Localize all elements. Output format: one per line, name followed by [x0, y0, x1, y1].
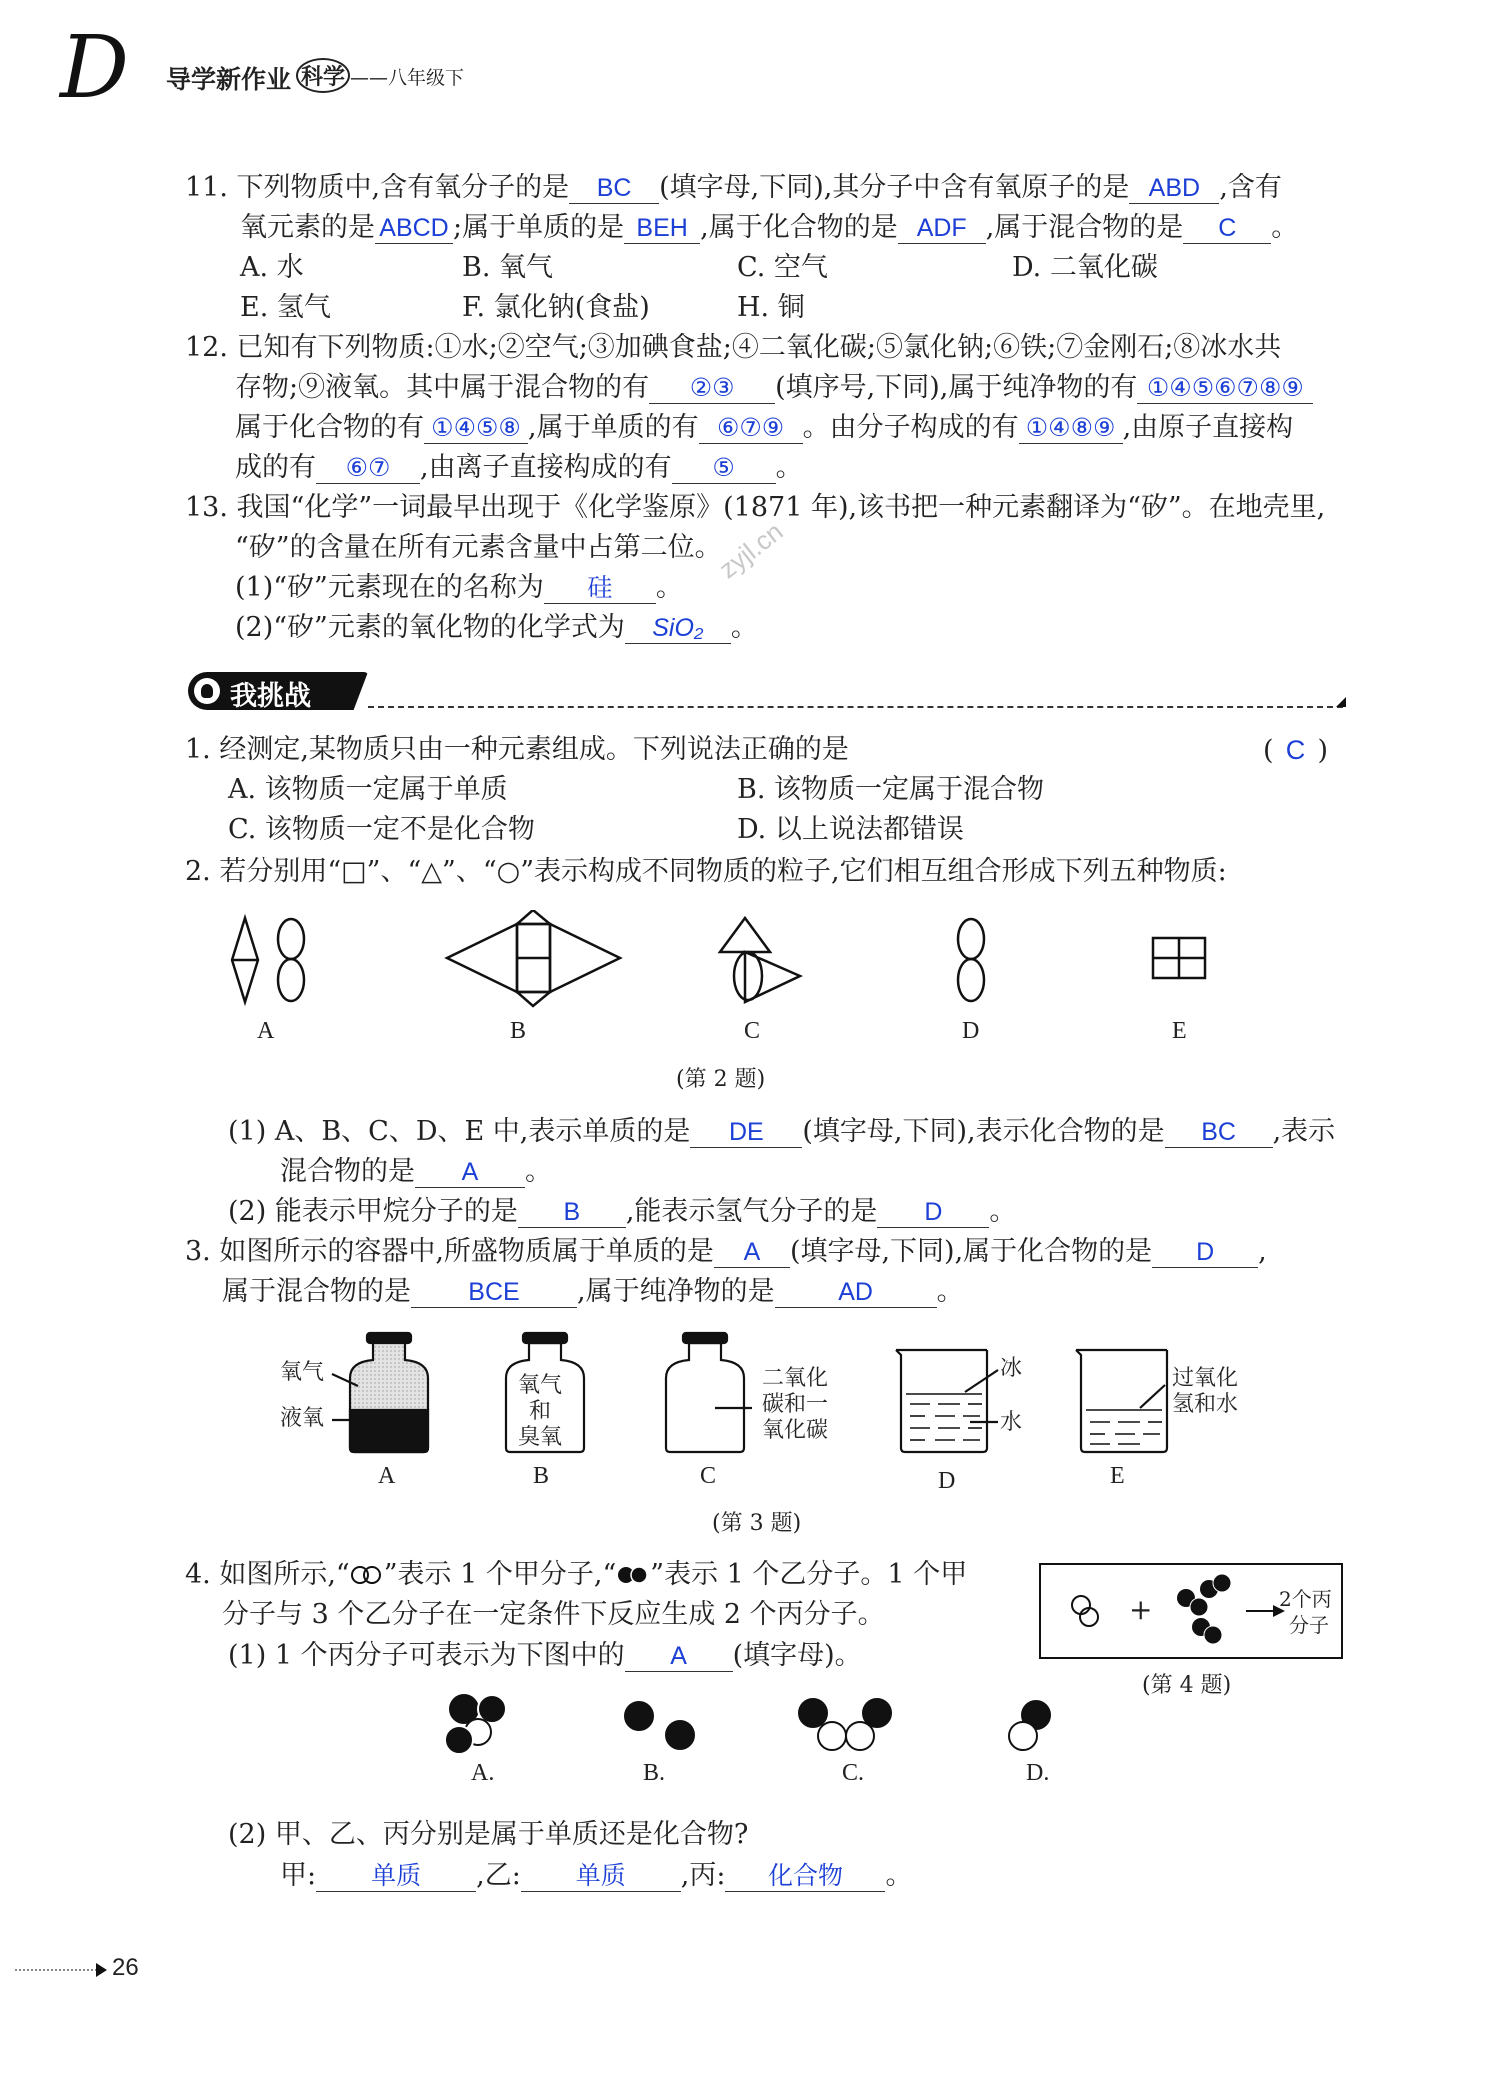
c3-e-text-1: 过氧化	[1172, 1366, 1239, 1391]
c2-part2: (2) 能表示甲烷分子的是 B ,能表示氢气分子的是 D 。	[228, 1196, 1017, 1227]
c4-label-b: B.	[643, 1760, 666, 1786]
c1-option-c: C. 该物质一定不是化合物	[228, 814, 535, 845]
c4-answer-yi: 单质	[521, 1861, 681, 1892]
grade-label: ——八年级下	[350, 67, 465, 89]
logo-letter: D	[60, 18, 129, 118]
c2-label-b: B	[510, 1018, 527, 1044]
q11-option-b: B. 氧气	[462, 252, 554, 283]
c2-a-circle-top	[278, 919, 304, 959]
book-title: 导学新作业	[166, 65, 292, 94]
c1-stem: 1. 经测定,某物质只由一种元素组成。下列说法正确的是	[185, 734, 849, 765]
c3-label-e: E	[1110, 1463, 1125, 1489]
c1-option-d: D. 以上说法都错误	[737, 814, 964, 845]
q12-line2: 存物;⑨液氧。其中属于混合物的有 ②③ (填序号,下同),属于纯净物的有 ①④⑤⑥⑦⑧⑨	[235, 368, 1313, 408]
c3-answer-2: D	[1152, 1237, 1258, 1268]
c2-answer-3: A	[415, 1157, 525, 1188]
section-header	[188, 672, 1348, 712]
q11-answer-1: BC	[569, 173, 659, 204]
q12-line1: 12. 已知有下列物质:①水;②空气;③加碘食盐;④二氧化碳;⑤氯化钠;⑥铁;⑦金刚石;⑧冰水共	[185, 332, 1282, 363]
c3-b-text-3: 臭氧	[518, 1425, 563, 1450]
header	[60, 18, 560, 118]
c2-part1-line2: 混合物的是 A 。	[280, 1156, 552, 1187]
c2-label-d: D	[962, 1018, 980, 1044]
q12-answer-4: ⑥⑦⑨	[699, 413, 803, 444]
c2-answer-4: B	[518, 1197, 626, 1228]
c4-part2: (2) 甲、乙、丙分别是属于单质还是化合物?	[228, 1819, 749, 1850]
section-title: 我挑战	[230, 681, 311, 712]
q13-line2: “矽”的含量在所有元素含量中占第二位。	[235, 532, 722, 563]
c3-label-b: B	[533, 1463, 550, 1489]
q11-option-c: C. 空气	[737, 252, 828, 283]
c4-answer-1: A	[625, 1641, 733, 1672]
q11-option-h: H. 铜	[737, 292, 805, 323]
c4-d-atom-2	[1009, 1722, 1037, 1750]
c3-c-text-2: 碳和一	[762, 1392, 829, 1417]
c4-product-line2: 分子	[1289, 1613, 1329, 1637]
c4-c-atom-2	[818, 1722, 846, 1750]
c1-option-a: A. 该物质一定属于单质	[228, 774, 508, 805]
lightbulb-icon-core	[201, 684, 213, 698]
c3-b-text-2: 和	[529, 1399, 552, 1424]
c2-stem: 2. 若分别用“□”、“△”、“○”表示构成不同物质的粒子,它们相互组合形成下列五种物质:	[185, 856, 1227, 887]
c4-options-figure	[430, 1688, 1080, 1758]
c4-part1: (1) 1 个丙分子可表示为下图中的 A (填字母)。	[228, 1640, 862, 1671]
q11-answer-3: ABCD	[375, 213, 453, 244]
c3-d-water-label: 水	[1000, 1410, 1023, 1435]
c3-b-text-1: 氧气	[518, 1373, 563, 1398]
q13-part2: (2)“矽”元素的氧化物的化学式为 SiO₂ 。	[235, 612, 758, 643]
q12-answer-2: ①④⑤⑥⑦⑧⑨	[1137, 373, 1313, 404]
q12-answer-7: ⑤	[672, 453, 776, 484]
c2-label-a: A	[257, 1018, 275, 1044]
c3-a-top-label: 氧气	[280, 1360, 325, 1385]
q11-line2: 氧元素的是 ABCD ;属于单质的是 BEH ,属于化合物的是 ADF ,属于混合物的是 C 。	[240, 212, 1299, 243]
c4-a-atom-4	[445, 1726, 473, 1754]
c1-option-b: B. 该物质一定属于混合物	[737, 774, 1045, 805]
section-dashed-line	[368, 706, 1343, 708]
q13-line1: 13. 我国“化学”一词最早出现于《化学鉴原》(1871 年),该书把一种元素翻译为“矽”。在地壳里,	[185, 492, 1326, 523]
c2-answer-2: BC	[1165, 1117, 1273, 1148]
c4-part2-answers: 甲: 单质 ,乙: 单质 ,丙: 化合物 。	[280, 1860, 913, 1891]
c2-caption: (第 2 题)	[676, 1067, 766, 1092]
c3-a-liquid	[350, 1410, 428, 1452]
c2-d-circle-bottom	[958, 959, 984, 1001]
c3-a-cap	[367, 1333, 411, 1343]
page-arrow-icon	[96, 1963, 107, 1977]
q11-option-a: A. 水	[240, 252, 304, 283]
q11-answer-5: ADF	[898, 213, 986, 244]
c2-a-circle-bottom	[278, 959, 304, 1001]
c3-b-cap	[523, 1333, 567, 1343]
q13-answer-1: 硅	[544, 573, 656, 604]
q12-answer-5: ①④⑧⑨	[1019, 413, 1123, 444]
c2-figure	[200, 910, 1250, 1020]
yi-molecule-icon	[616, 1565, 650, 1585]
c1-answer-bracket: ( C )	[1263, 730, 1328, 771]
c2-c-triangle-top	[720, 918, 770, 952]
c4-answer-bing: 化合物	[725, 1861, 885, 1892]
section-corner-mark	[1336, 697, 1346, 707]
c2-c-circle	[734, 952, 762, 1000]
q11-answer-4: BEH	[624, 213, 700, 244]
c4-b-atom-2	[666, 1721, 694, 1749]
c3-line2: 属于混合物的是 BCE ,属于纯净物的是 AD 。	[222, 1276, 964, 1307]
c3-c-bottle	[666, 1343, 744, 1452]
c3-answer-1: A	[714, 1237, 790, 1268]
c3-c-text-3: 氧化碳	[762, 1418, 829, 1443]
q11-answer-6: C	[1183, 213, 1271, 244]
c3-caption: (第 3 题)	[712, 1511, 802, 1536]
c3-answer-4: AD	[775, 1277, 937, 1308]
c3-e-text-2: 氢和水	[1172, 1392, 1239, 1417]
q11-line1: 11. 下列物质中,含有氧分子的是 BC (填字母,下同),其分子中含有氧原子的是 ABD ,含有	[185, 172, 1282, 203]
c3-c-text-1: 二氧化	[762, 1366, 829, 1391]
c4-product-line1: 2个丙	[1279, 1587, 1332, 1611]
c4-c-atom-4	[863, 1699, 891, 1727]
page-number: 26	[112, 1954, 139, 1981]
c3-c-cap	[683, 1333, 727, 1343]
watermark: zyjl.cn	[713, 516, 789, 585]
q12-line3: 属于化合物的有 ①④⑤⑧ ,属于单质的有 ⑥⑦⑨ 。由分子构成的有 ①④⑧⑨ ,由原子直接构	[235, 412, 1294, 443]
q11-option-f: F. 氯化钠(食盐)	[462, 292, 650, 323]
c2-c-triangle-right	[745, 952, 800, 1002]
q11-answer-2: ABD	[1129, 173, 1219, 204]
jia-molecule-icon	[350, 1565, 384, 1585]
q11-option-e: E. 氢气	[240, 292, 331, 323]
c4-reaction-box	[1039, 1563, 1343, 1659]
c3-line1: 3. 如图所示的容器中,所盛物质属于单质的是 A (填字母,下同),属于化合物的是 D ,	[185, 1236, 1267, 1267]
c2-answer-5: D	[877, 1197, 989, 1228]
footer-dotted-line	[15, 1969, 97, 1971]
c2-label-c: C	[744, 1018, 761, 1044]
c2-d-circle-top	[958, 919, 984, 959]
c4-b-atom-1	[625, 1702, 653, 1730]
c4-plus-sign: +	[1129, 1593, 1153, 1626]
c3-a-bottom-label: 液氧	[280, 1406, 325, 1431]
c3-d-ice-label: 冰	[1000, 1356, 1023, 1381]
c3-figure	[270, 1330, 1250, 1460]
q12-answer-6: ⑥⑦	[316, 453, 420, 484]
c4-line1: 4. 如图所示,“ ”表示 1 个甲分子,“ ”表示 1 个乙分子。1 个甲	[185, 1559, 968, 1590]
q13-part1: (1)“矽”元素现在的名称为 硅 。	[235, 572, 683, 603]
c4-label-a: A.	[471, 1760, 495, 1786]
q12-answer-3: ①④⑤⑧	[424, 413, 528, 444]
c3-answer-3: BCE	[411, 1277, 577, 1308]
q13-answer-2: SiO₂	[625, 613, 731, 644]
c3-d-beaker	[896, 1350, 987, 1452]
c4-box-caption: (第 4 题)	[1142, 1673, 1232, 1698]
c4-line2: 分子与 3 个乙分子在一定条件下反应生成 2 个丙分子。	[222, 1599, 885, 1630]
c4-answer-jia: 单质	[316, 1861, 476, 1892]
c2-label-e: E	[1172, 1018, 1187, 1044]
subject-badge: 科学	[296, 58, 350, 93]
q11-option-d: D. 二氧化碳	[1012, 252, 1158, 283]
q12-line4: 成的有 ⑥⑦ ,由离子直接构成的有 ⑤ 。	[235, 452, 803, 483]
c4-label-c: C.	[842, 1760, 865, 1786]
c4-c-atom-1	[799, 1699, 827, 1727]
c3-e-beaker	[1076, 1350, 1167, 1452]
q12-answer-1: ②③	[649, 373, 775, 404]
c4-c-atom-3	[846, 1722, 874, 1750]
c3-label-d: D	[938, 1468, 956, 1494]
c3-label-c: C	[700, 1463, 717, 1489]
c4-label-d: D.	[1026, 1760, 1050, 1786]
c1-answer: C	[1285, 735, 1306, 765]
c2-part1-line1: (1) A、B、C、D、E 中,表示单质的是 DE (填字母,下同),表示化合物的是 BC ,表示	[228, 1116, 1336, 1147]
c2-answer-1: DE	[690, 1117, 802, 1148]
c3-label-a: A	[378, 1463, 396, 1489]
